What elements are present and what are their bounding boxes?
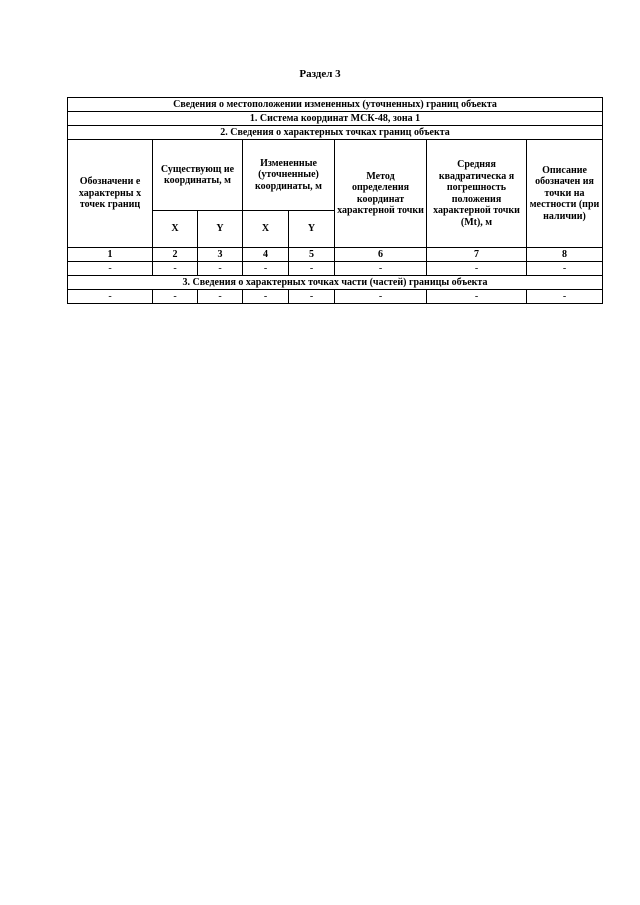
header-error: Средняя квадратическа я погрешность положения характерной точки (Mt), м: [427, 140, 527, 248]
column-number: 8: [527, 248, 603, 262]
table-cell: -: [153, 262, 198, 276]
table-cell: -: [527, 262, 603, 276]
section-title: Раздел 3: [299, 68, 341, 80]
header-changed-coordinates: Измененные (уточненные) координаты, м: [243, 140, 335, 211]
table-cell: -: [198, 290, 243, 304]
boundary-table: [67, 97, 603, 304]
table-cell: -: [335, 290, 427, 304]
column-number-row: [68, 248, 603, 262]
header-existing-y: Y: [198, 211, 243, 248]
coordinate-system-row: 1. Система координат МСК-48, зона 1: [68, 112, 603, 126]
table-cell: -: [153, 290, 198, 304]
table-cell: -: [243, 262, 289, 276]
column-number: 3: [198, 248, 243, 262]
table-caption: Сведения о местоположении измененных (уточненных) границ объекта: [68, 98, 603, 112]
part-boundary-heading: 3. Сведения о характерных точках части (частей) границы объекта: [68, 276, 603, 290]
table-cell: -: [527, 290, 603, 304]
column-number: 7: [427, 248, 527, 262]
header-existing-x: X: [153, 211, 198, 248]
table-row: [68, 290, 603, 304]
boundary-points-heading: 2. Сведения о характерных точках границ объекта: [68, 126, 603, 140]
table-cell: -: [335, 262, 427, 276]
header-description: Описание обозначен ия точки на местности (при наличии): [527, 140, 603, 248]
column-number: 1: [68, 248, 153, 262]
table-row: [68, 262, 603, 276]
table-cell: -: [289, 262, 335, 276]
table-cell: -: [289, 290, 335, 304]
table-cell: -: [427, 262, 527, 276]
header-changed-x: X: [243, 211, 289, 248]
header-point-designation: Обозначени е характерны х точек границ: [68, 140, 153, 248]
column-number: 4: [243, 248, 289, 262]
table-cell: -: [427, 290, 527, 304]
header-existing-coordinates: Существующ ие координаты, м: [153, 140, 243, 211]
column-number: 2: [153, 248, 198, 262]
table-cell: -: [68, 262, 153, 276]
table-cell: -: [198, 262, 243, 276]
header-method: Метод определения координат характерной точки: [335, 140, 427, 248]
column-number: 6: [335, 248, 427, 262]
header-changed-y: Y: [289, 211, 335, 248]
table-cell: -: [68, 290, 153, 304]
table-cell: -: [243, 290, 289, 304]
column-number: 5: [289, 248, 335, 262]
